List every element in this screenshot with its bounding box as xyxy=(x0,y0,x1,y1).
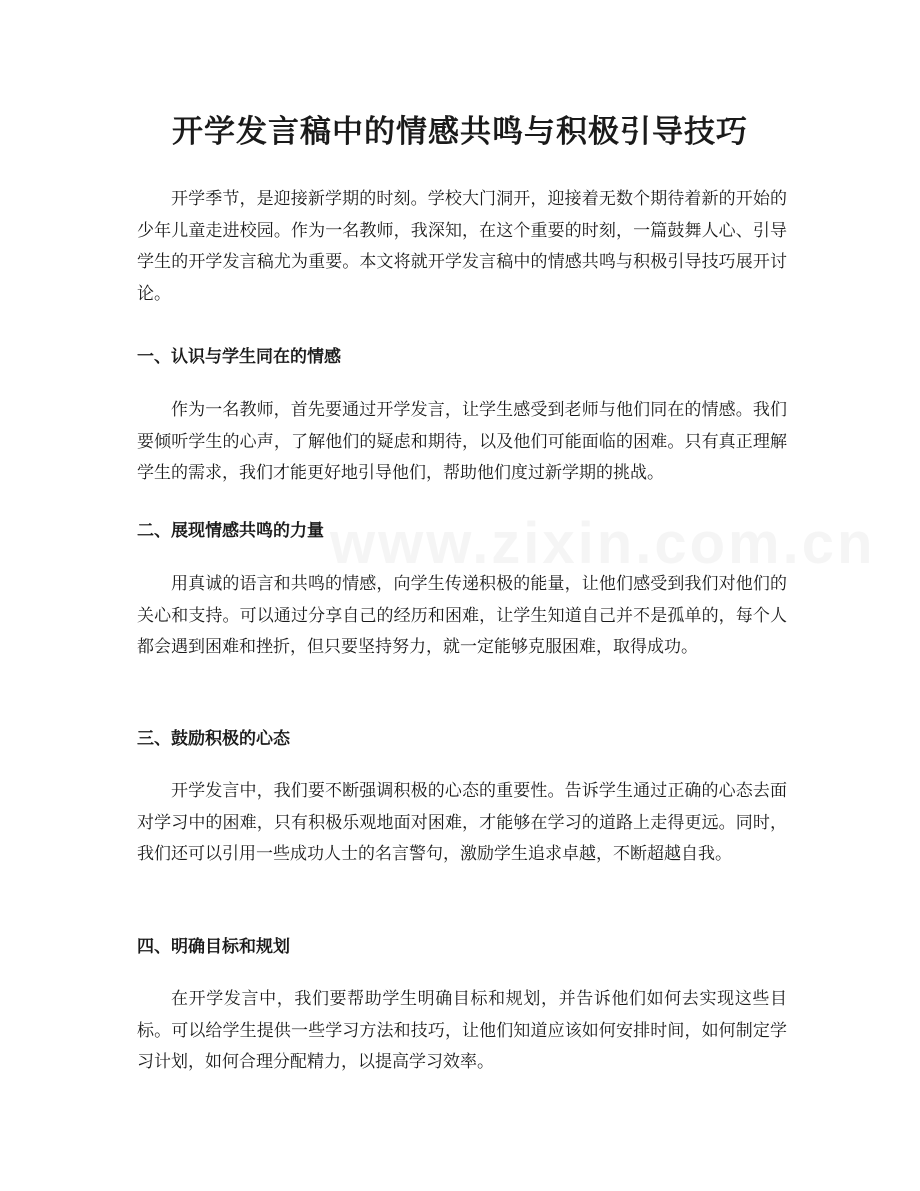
section-body-2: 用真诚的语言和共鸣的情感，向学生传递积极的能量，让他们感受到我们对他们的关心和支持。可以通过分享自己的经历和困难，让学生知道自己并不是孤单的，每个人都会遇到困难和挫折，但只要坚持努力，就一定能够克服困难，取得成功。 xyxy=(137,574,787,658)
section-heading-3: 三、鼓励积极的心态 xyxy=(137,729,290,749)
section-heading-4: 四、明确目标和规划 xyxy=(137,937,290,957)
intro-paragraph: 开学季节，是迎接新学期的时刻。学校大门洞开，迎接着无数个期待着新的开始的少年儿童走进校园。作为一名教师，我深知，在这个重要的时刻，一篇鼓舞人心、引导学生的开学发言稿尤为重要。本文将就开学发言稿中的情感共鸣与积极引导技巧展开讨论。 xyxy=(137,189,787,305)
section-body-3: 开学发言中，我们要不断强调积极的心态的重要性。告诉学生通过正确的心态去面对学习中的困难，只有积极乐观地面对困难，才能够在学习的道路上走得更远。同时，我们还可以引用一些成功人士的名言警句，激励学生追求卓越，不断超越自我。 xyxy=(137,781,787,865)
section-heading-2: 二、展现情感共鸣的力量 xyxy=(137,521,324,541)
section-body-1: 作为一名教师，首先要通过开学发言，让学生感受到老师与他们同在的情感。我们要倾听学生的心声，了解他们的疑虑和期待，以及他们可能面临的困难。只有真正理解学生的需求，我们才能更好地引导他们，帮助他们度过新学期的挑战。 xyxy=(137,400,787,484)
document-title: 开学发言稿中的情感共鸣与积极引导技巧 xyxy=(172,114,748,150)
section-heading-1: 一、认识与学生同在的情感 xyxy=(137,347,341,367)
section-body-4: 在开学发言中，我们要帮助学生明确目标和规划，并告诉他们如何去实现这些目标。可以给学生提供一些学习方法和技巧，让他们知道应该如何安排时间，如何制定学习计划，如何合理分配精力，以提高学习效率。 xyxy=(137,989,787,1073)
watermark: www.zixin.com.cn xyxy=(330,511,876,576)
